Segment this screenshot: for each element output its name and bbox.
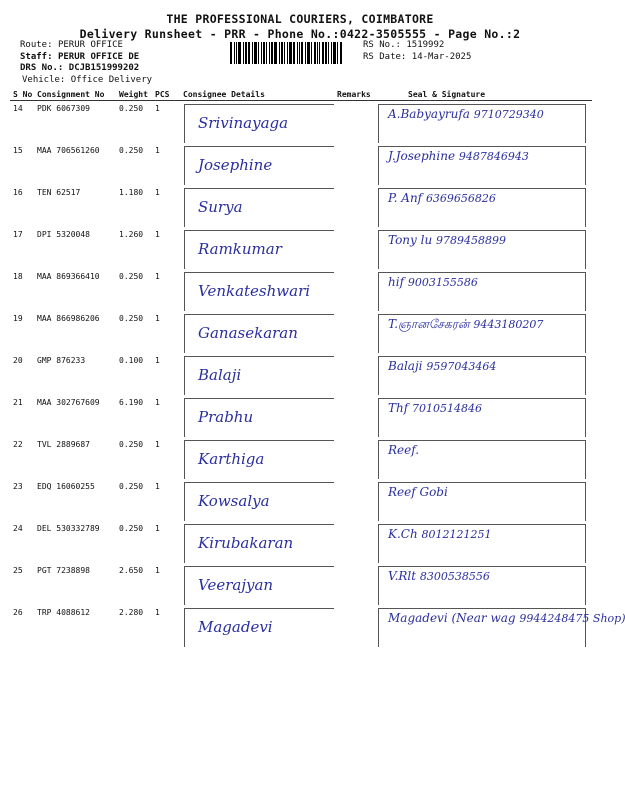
- recipient-phone: 9003155586: [407, 276, 478, 289]
- row-pcs: 1: [155, 356, 160, 365]
- consignee-cell: [180, 353, 334, 395]
- table-row: [10, 395, 592, 437]
- row-consignment: MAA 866986206: [37, 314, 100, 323]
- seal-signature-cell: [378, 143, 592, 185]
- barcode-bar: [314, 42, 316, 64]
- barcode-bar: [307, 42, 310, 64]
- barcode-bar: [322, 42, 324, 64]
- consignee-cell: [180, 563, 334, 605]
- row-pcs: 1: [155, 440, 160, 449]
- barcode: [230, 42, 350, 64]
- barcode-bar: [279, 42, 280, 64]
- row-pcs: 1: [155, 608, 160, 617]
- remarks-cell: [334, 311, 378, 353]
- barcode-bar: [293, 42, 295, 64]
- barcode-bar: [331, 42, 332, 64]
- table-row: [10, 437, 592, 479]
- row-sno: 16: [13, 188, 23, 197]
- table-row: [10, 563, 592, 605]
- recipient-signature: [388, 275, 478, 289]
- row-weight: 0.250: [119, 104, 144, 113]
- drs-label: DRS No.:: [20, 63, 64, 73]
- col-seal: Seal & Signature: [378, 88, 592, 101]
- consignee-cell: [180, 395, 334, 437]
- remarks-cell: [334, 353, 378, 395]
- recipient-signature: [388, 569, 490, 583]
- row-sno: 25: [13, 566, 23, 575]
- barcode-bar: [236, 42, 237, 64]
- barcode-bar: [337, 42, 338, 64]
- consignee-cell: [180, 101, 334, 144]
- row-weight: 0.250: [119, 482, 144, 491]
- consignee-name: Karthiga: [198, 450, 265, 468]
- row-sno: 19: [13, 314, 23, 323]
- barcode-bar: [284, 42, 285, 64]
- page-subtitle: Delivery Runsheet - PRR - Phone No.:0422-3505555 - Page No.:2: [79, 27, 521, 41]
- row-consignment: MAA 302767609: [37, 398, 100, 407]
- recipient-phone: 8300538556: [419, 570, 490, 583]
- rs-date-label: RS Date:: [363, 51, 407, 62]
- recipient-phone: 8012121251: [421, 528, 492, 541]
- recipient-signature: [388, 233, 506, 247]
- row-consignment: PDK 6067309: [37, 104, 90, 113]
- row-sno: 20: [13, 356, 23, 365]
- barcode-bar: [301, 42, 303, 64]
- seal-signature-cell: [378, 353, 592, 395]
- barcode-bar: [263, 42, 265, 64]
- remarks-cell: [334, 395, 378, 437]
- rs-no-value: 1519992: [406, 40, 445, 50]
- barcode-bar: [274, 42, 277, 64]
- signature-text: Reef.: [388, 443, 420, 457]
- row-pcs: 1: [155, 272, 160, 281]
- consignee-name: Surya: [198, 198, 243, 216]
- seal-signature-cell: [378, 563, 592, 605]
- barcode-bar: [317, 42, 318, 64]
- row-sno: 22: [13, 440, 23, 449]
- barcode-bar: [234, 42, 235, 64]
- recipient-phone: 7010514846: [412, 402, 483, 415]
- row-sno: 14: [13, 104, 23, 113]
- consignee-name: Srivinayaga: [198, 114, 289, 132]
- recipient-signature: [388, 191, 496, 205]
- barcode-bar: [238, 42, 241, 64]
- rs-date-value: 14-Mar-2025: [411, 51, 472, 62]
- consignee-name: Ramkumar: [198, 240, 282, 258]
- recipient-signature: [388, 359, 496, 373]
- row-sno: 17: [13, 230, 23, 239]
- row-consignment: DEL 530332789: [37, 524, 100, 533]
- row-consignment: MAA 869366410: [37, 272, 100, 281]
- col-weight: Weight: [116, 88, 152, 101]
- drs-value: DCJB151999202: [68, 63, 140, 73]
- row-consignment: TEN 62517: [37, 188, 81, 197]
- row-weight: 0.250: [119, 314, 144, 323]
- signature-text: V.Rlt: [388, 569, 417, 583]
- staff-value: PERUR OFFICE DE: [57, 51, 140, 62]
- table-row: [10, 521, 592, 563]
- recipient-signature: [388, 485, 448, 499]
- row-weight: 0.250: [119, 272, 144, 281]
- barcode-bar: [289, 42, 292, 64]
- col-consignment: Consignment No: [34, 88, 116, 101]
- consignee-name: Prabhu: [198, 408, 254, 426]
- row-sno: 23: [13, 482, 23, 491]
- remarks-cell: [334, 479, 378, 521]
- seal-signature-cell: [378, 311, 592, 353]
- remarks-cell: [334, 437, 378, 479]
- barcode-bar: [266, 42, 267, 64]
- signature-text: Tony lu: [388, 233, 433, 247]
- barcode-bar: [248, 42, 250, 64]
- table-row: [10, 353, 592, 395]
- row-pcs: 1: [155, 314, 160, 323]
- row-consignment: GMP 876233: [37, 356, 86, 365]
- row-weight: 6.190: [119, 398, 144, 407]
- row-weight: 1.180: [119, 188, 144, 197]
- table-row: [10, 101, 592, 144]
- barcode-bar: [333, 42, 336, 64]
- row-weight: 1.260: [119, 230, 144, 239]
- barcode-bar: [311, 42, 312, 64]
- barcode-bar: [269, 42, 270, 64]
- recipient-signature: [388, 611, 625, 625]
- row-weight: 2.650: [119, 566, 144, 575]
- remarks-cell: [334, 563, 378, 605]
- signature-text: A.Babyayrufa: [388, 107, 470, 121]
- row-consignment: DPI 5320048: [37, 230, 90, 239]
- col-sno: S No: [10, 88, 34, 101]
- barcode-bar: [258, 42, 259, 64]
- table-header-row: [10, 88, 592, 101]
- row-weight: 0.250: [119, 146, 144, 155]
- barcode-bar: [325, 42, 327, 64]
- row-sno: 24: [13, 524, 23, 533]
- staff-label: Staff:: [20, 51, 53, 62]
- table-row: [10, 227, 592, 269]
- signature-text: J.Josephine: [388, 149, 456, 163]
- row-sno: 26: [13, 608, 23, 617]
- barcode-bar: [340, 42, 342, 64]
- table-row: [10, 311, 592, 353]
- meta-right: [363, 40, 471, 63]
- row-consignment: EDQ 16060255: [37, 482, 95, 491]
- consignee-cell: [180, 311, 334, 353]
- consignee-cell: [180, 479, 334, 521]
- row-weight: 0.100: [119, 356, 144, 365]
- row-pcs: 1: [155, 482, 160, 491]
- signature-text: T.ஞானசேகரன்: [388, 317, 470, 331]
- barcode-bar: [305, 42, 306, 64]
- recipient-signature: [388, 443, 419, 457]
- barcode-bar: [243, 42, 244, 64]
- barcode-bar: [319, 42, 320, 64]
- page-title: THE PROFESSIONAL COURIERS, COIMBATORE: [166, 12, 434, 26]
- consignee-name: Veerajyan: [198, 576, 274, 594]
- col-pcs: PCS: [152, 88, 180, 101]
- signature-text: Thf: [388, 401, 409, 415]
- row-pcs: 1: [155, 230, 160, 239]
- row-weight: 2.280: [119, 608, 144, 617]
- rs-no-label: RS No.:: [363, 40, 401, 50]
- consignee-name: Balaji: [198, 366, 242, 384]
- signature-text: K.Ch: [388, 527, 418, 541]
- recipient-signature: [388, 317, 543, 333]
- signature-text: Balaji: [388, 359, 423, 373]
- seal-signature-cell: [378, 185, 592, 227]
- recipient-phone: 9443180207: [473, 318, 544, 331]
- row-consignment: TRP 4088612: [37, 608, 90, 617]
- barcode-bar: [230, 42, 232, 64]
- seal-signature-cell: [378, 521, 592, 563]
- barcode-bar: [254, 42, 257, 64]
- row-pcs: 1: [155, 104, 160, 113]
- recipient-signature: [388, 107, 544, 121]
- barcode-bar: [252, 42, 253, 64]
- consignee-cell: [180, 269, 334, 311]
- col-consignee: Consignee Details: [180, 88, 334, 101]
- recipient-phone: 9789458899: [436, 234, 507, 247]
- barcode-bar: [287, 42, 288, 64]
- recipient-signature: [388, 527, 492, 541]
- runsheet-table: [10, 88, 625, 647]
- consignee-cell: [180, 437, 334, 479]
- seal-signature-cell: [378, 395, 592, 437]
- barcode-bar: [281, 42, 283, 64]
- remarks-cell: [334, 227, 378, 269]
- seal-signature-cell: [378, 227, 592, 269]
- barcode-bar: [245, 42, 247, 64]
- seal-signature-cell: [378, 101, 592, 144]
- row-pcs: 1: [155, 188, 160, 197]
- consignee-name: Magadevi: [198, 618, 273, 636]
- barcode-bar: [297, 42, 298, 64]
- row-sno: 21: [13, 398, 23, 407]
- remarks-cell: [334, 101, 378, 144]
- remarks-cell: [334, 269, 378, 311]
- table-row: [10, 479, 592, 521]
- table-row: [10, 269, 592, 311]
- consignee-cell: [180, 521, 334, 563]
- consignee-name: Venkateshwari: [198, 282, 311, 300]
- row-pcs: 1: [155, 566, 160, 575]
- vehicle-value: Office Delivery: [70, 74, 153, 85]
- table-row: [10, 143, 592, 185]
- meta-left: [20, 40, 152, 86]
- remarks-cell: [334, 605, 378, 647]
- recipient-phone: 9597043464: [426, 360, 497, 373]
- row-weight: 0.250: [119, 524, 144, 533]
- consignee-name: Ganasekaran: [198, 324, 298, 342]
- row-consignment: TVL 2889687: [37, 440, 90, 449]
- recipient-signature: [388, 149, 529, 163]
- row-consignment: MAA 706561260: [37, 146, 100, 155]
- consignee-cell: [180, 143, 334, 185]
- signature-text: P. Anf: [388, 191, 423, 205]
- seal-signature-cell: [378, 605, 625, 647]
- col-remarks: Remarks: [334, 88, 378, 101]
- table-row: [10, 185, 592, 227]
- row-weight: 0.250: [119, 440, 144, 449]
- remarks-cell: [334, 521, 378, 563]
- recipient-phone: 9487846943: [458, 150, 529, 163]
- consignee-cell: [180, 605, 334, 647]
- barcode-bar: [299, 42, 300, 64]
- seal-signature-cell: [378, 269, 592, 311]
- consignee-name: Kirubakaran: [198, 534, 294, 552]
- table-row: [10, 605, 592, 647]
- barcode-bar: [271, 42, 273, 64]
- recipient-phone: 9710729340: [473, 108, 544, 121]
- seal-signature-cell: [378, 479, 592, 521]
- row-sno: 15: [13, 146, 23, 155]
- recipient-phone: 9944248475 Shop): [519, 612, 625, 625]
- consignee-name: Josephine: [198, 156, 273, 174]
- seal-signature-cell: [378, 437, 592, 479]
- barcode-bar: [328, 42, 329, 64]
- row-consignment: PGT 7238898: [37, 566, 90, 575]
- consignee-cell: [180, 185, 334, 227]
- row-sno: 18: [13, 272, 23, 281]
- row-pcs: 1: [155, 146, 160, 155]
- signature-text: Magadevi (Near wag: [388, 611, 516, 625]
- row-pcs: 1: [155, 524, 160, 533]
- recipient-signature: [388, 401, 482, 415]
- consignee-name: Kowsalya: [198, 492, 270, 510]
- consignee-cell: [180, 227, 334, 269]
- remarks-cell: [334, 143, 378, 185]
- remarks-cell: [334, 185, 378, 227]
- row-pcs: 1: [155, 398, 160, 407]
- route-value: PERUR OFFICE: [57, 40, 123, 50]
- signature-text: hif: [388, 275, 405, 289]
- signature-text: Reef Gobi: [388, 485, 448, 499]
- vehicle-label: Vehicle:: [22, 74, 66, 85]
- barcode-bar: [261, 42, 262, 64]
- recipient-phone: 6369656826: [425, 192, 496, 205]
- route-label: Route:: [20, 40, 53, 50]
